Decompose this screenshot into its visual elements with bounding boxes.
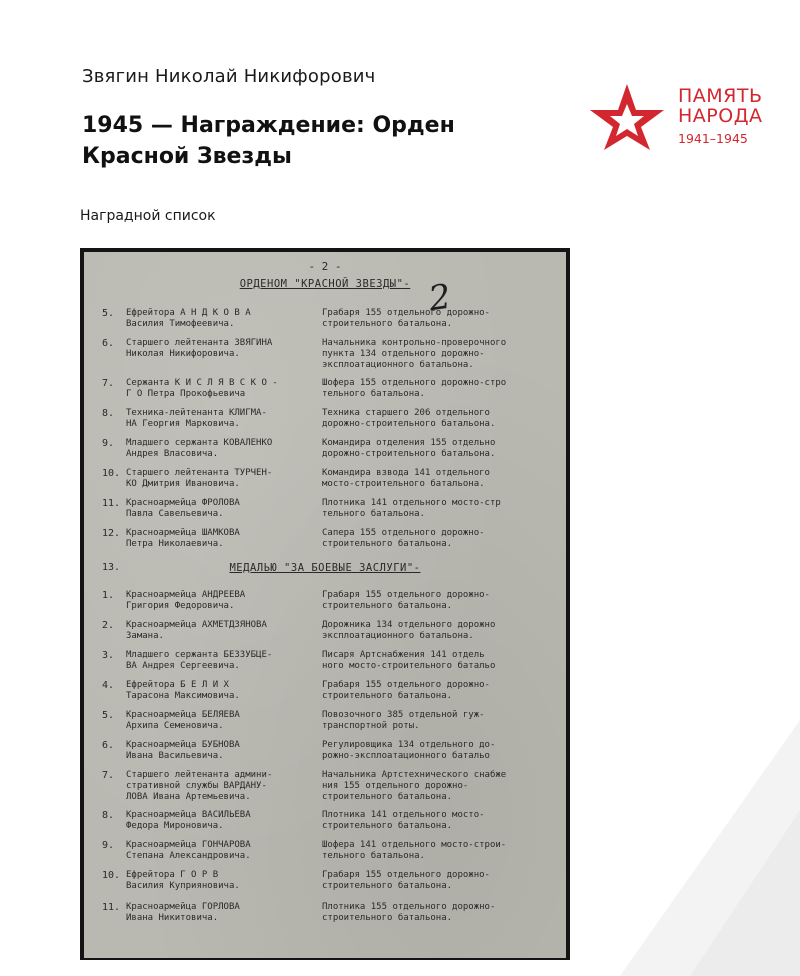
entry-name: Красноармейца ГОРЛОВА Ивана Никитовича. xyxy=(126,902,240,923)
entry-name: Красноармейца ГОНЧАРОВА Степана Александровича. xyxy=(126,840,251,861)
entry-name: Красноармейца АНДРЕЕВА Григория Федоровича. xyxy=(126,590,246,611)
logo-line1: ПАМЯТЬ xyxy=(678,85,763,107)
entry-position: Грабаря 155 отдельного дорожно- строительного батальона. xyxy=(322,308,490,329)
handwritten-number: 2 xyxy=(426,276,454,320)
entry-number: 8. xyxy=(102,408,115,419)
entry-name: Ефрейтора Б Е Л И Х Тарасона Максимовича. xyxy=(126,680,240,701)
entry-number: 7. xyxy=(102,378,115,389)
entry-position: Дорожника 134 отдельного дорожно эксплоатационного батальона. xyxy=(322,620,496,641)
entry-name: Младшего сержанта БЕЗЗУБЦЕ- ВА Андрея Сергеевича. xyxy=(126,650,273,671)
entry-position: Командира взвода 141 отдельного мосто-строительного батальона. xyxy=(322,468,490,489)
entry-position: Грабаря 155 отдельного дорожно- строительного батальона. xyxy=(322,590,490,611)
entry-name: Красноармейца ВАСИЛЬЕВА Федора Мироновича. xyxy=(126,810,251,831)
entry-position: Начальника контрольно-проверочного пункта 134 отдельного дорожно- эксплоатационного батальона. xyxy=(322,338,507,370)
entry-number: 4. xyxy=(102,680,115,691)
entry-name: Техника-лейтенанта КЛИГМА- НА Георгия Марковича. xyxy=(126,408,267,429)
page-number: - 2 - xyxy=(308,260,342,273)
entry-position: Командира отделения 155 отдельно дорожно-строительного батальона. xyxy=(322,438,496,459)
entry-position: Шофера 155 отдельного дорожно-стро тельного батальона. xyxy=(322,378,507,399)
entry-position: Повозочного 385 отдельной гуж- транспортной роты. xyxy=(322,710,485,731)
entry-name: Ефрейтора Г О Р В Василия Куприяновича. xyxy=(126,870,240,891)
award-list-scan[interactable] xyxy=(80,248,570,960)
entry-number: 7. xyxy=(102,770,115,781)
entry-name: Младшего сержанта КОВАЛЕНКО Андрея Власовича. xyxy=(126,438,273,459)
section1-heading: ОРДЕНОМ "КРАСНОЙ ЗВЕЗДЫ"- xyxy=(239,278,411,290)
background-chevron-decoration xyxy=(560,700,800,976)
person-name: Звягин Николай Никифорович xyxy=(82,66,376,87)
document-type-label: Наградной список xyxy=(80,208,216,224)
logo-years: 1941–1945 xyxy=(678,131,748,146)
entry-name: Ефрейтора А Н Д К О В А Василия Тимофеевича. xyxy=(126,308,251,329)
entry-position: Плотника 155 отдельного дорожно- строительного батальона. xyxy=(322,902,496,923)
entry-position: Писаря Артснабжения 141 отдель ного мосто-строительного батальо xyxy=(322,650,496,671)
section2-number: 13. xyxy=(102,562,121,573)
entry-name: Старшего лейтенанта админи- стративной службы ВАРДАНУ- ЛОВА Ивана Артемьевича. xyxy=(126,770,273,802)
entry-number: 8. xyxy=(102,810,115,821)
entry-position: Регулировщика 134 отдельного до- рожно-эксплоатационного батальо xyxy=(322,740,496,761)
entry-number: 6. xyxy=(102,338,115,349)
entry-position: Начальника Артстехнического снабже ния 155 отдельного дорожно- строительного батальона. xyxy=(322,770,507,802)
entry-number: 3. xyxy=(102,650,115,661)
entry-name: Старшего лейтенанта ТУРЧЕН- КО Дмитрия Ивановича. xyxy=(126,468,273,489)
entry-number: 1. xyxy=(102,590,115,601)
award-title: 1945 — Награждение: Орден Красной Звезды xyxy=(82,113,455,169)
section2-heading: МЕДАЛЬЮ "ЗА БОЕВЫЕ ЗАСЛУГИ"- xyxy=(229,562,421,574)
entry-name: Старшего лейтенанта ЗВЯГИНА Николая Никифоровича. xyxy=(126,338,273,359)
entry-name: Красноармейца АХМЕТДЗЯНОВА Замана. xyxy=(126,620,267,641)
entry-number: 11. xyxy=(102,498,121,509)
entry-position: Плотника 141 отдельного мосто-стр тельного батальона. xyxy=(322,498,501,519)
entry-number: 11. xyxy=(102,902,121,913)
entry-name: Красноармейца БУБНОВА Ивана Васильевича. xyxy=(126,740,240,761)
logo-line2: НАРОДА xyxy=(678,105,763,127)
entry-name: Сержанта К И С Л Я В С К О - Г О Петра Прокофьевича xyxy=(126,378,278,399)
entry-position: Грабаря 155 отдельного дорожно- строительного батальона. xyxy=(322,870,490,891)
entry-number: 5. xyxy=(102,308,115,319)
pamyat-naroda-logo[interactable] xyxy=(588,82,788,152)
entry-number: 5. xyxy=(102,710,115,721)
entry-position: Техника старшего 206 отдельного дорожно-строительного батальона. xyxy=(322,408,496,429)
entry-number: 2. xyxy=(102,620,115,631)
entry-number: 9. xyxy=(102,840,115,851)
entry-name: Красноармейца ФРОЛОВА Павла Савельевича. xyxy=(126,498,240,519)
scanned-paper xyxy=(84,252,566,958)
entry-number: 10. xyxy=(102,870,121,881)
entry-position: Грабаря 155 отдельного дорожно- строительного батальона. xyxy=(322,680,490,701)
entry-number: 6. xyxy=(102,740,115,751)
entry-position: Плотника 141 отдельного мосто- строительного батальона. xyxy=(322,810,485,831)
entry-number: 12. xyxy=(102,528,121,539)
entry-number: 9. xyxy=(102,438,115,449)
entry-position: Сапера 155 отдельного дорожно- строительного батальона. xyxy=(322,528,485,549)
red-star-icon xyxy=(588,82,666,152)
entry-number: 10. xyxy=(102,468,121,479)
entry-position: Шофера 141 отдельного мосто-строи- тельного батальона. xyxy=(322,840,507,861)
entry-name: Красноармейца ШАМКОВА Петра Николаевича. xyxy=(126,528,240,549)
entry-name: Красноармейца БЕЛЯЕВА Архипа Семеновича. xyxy=(126,710,240,731)
